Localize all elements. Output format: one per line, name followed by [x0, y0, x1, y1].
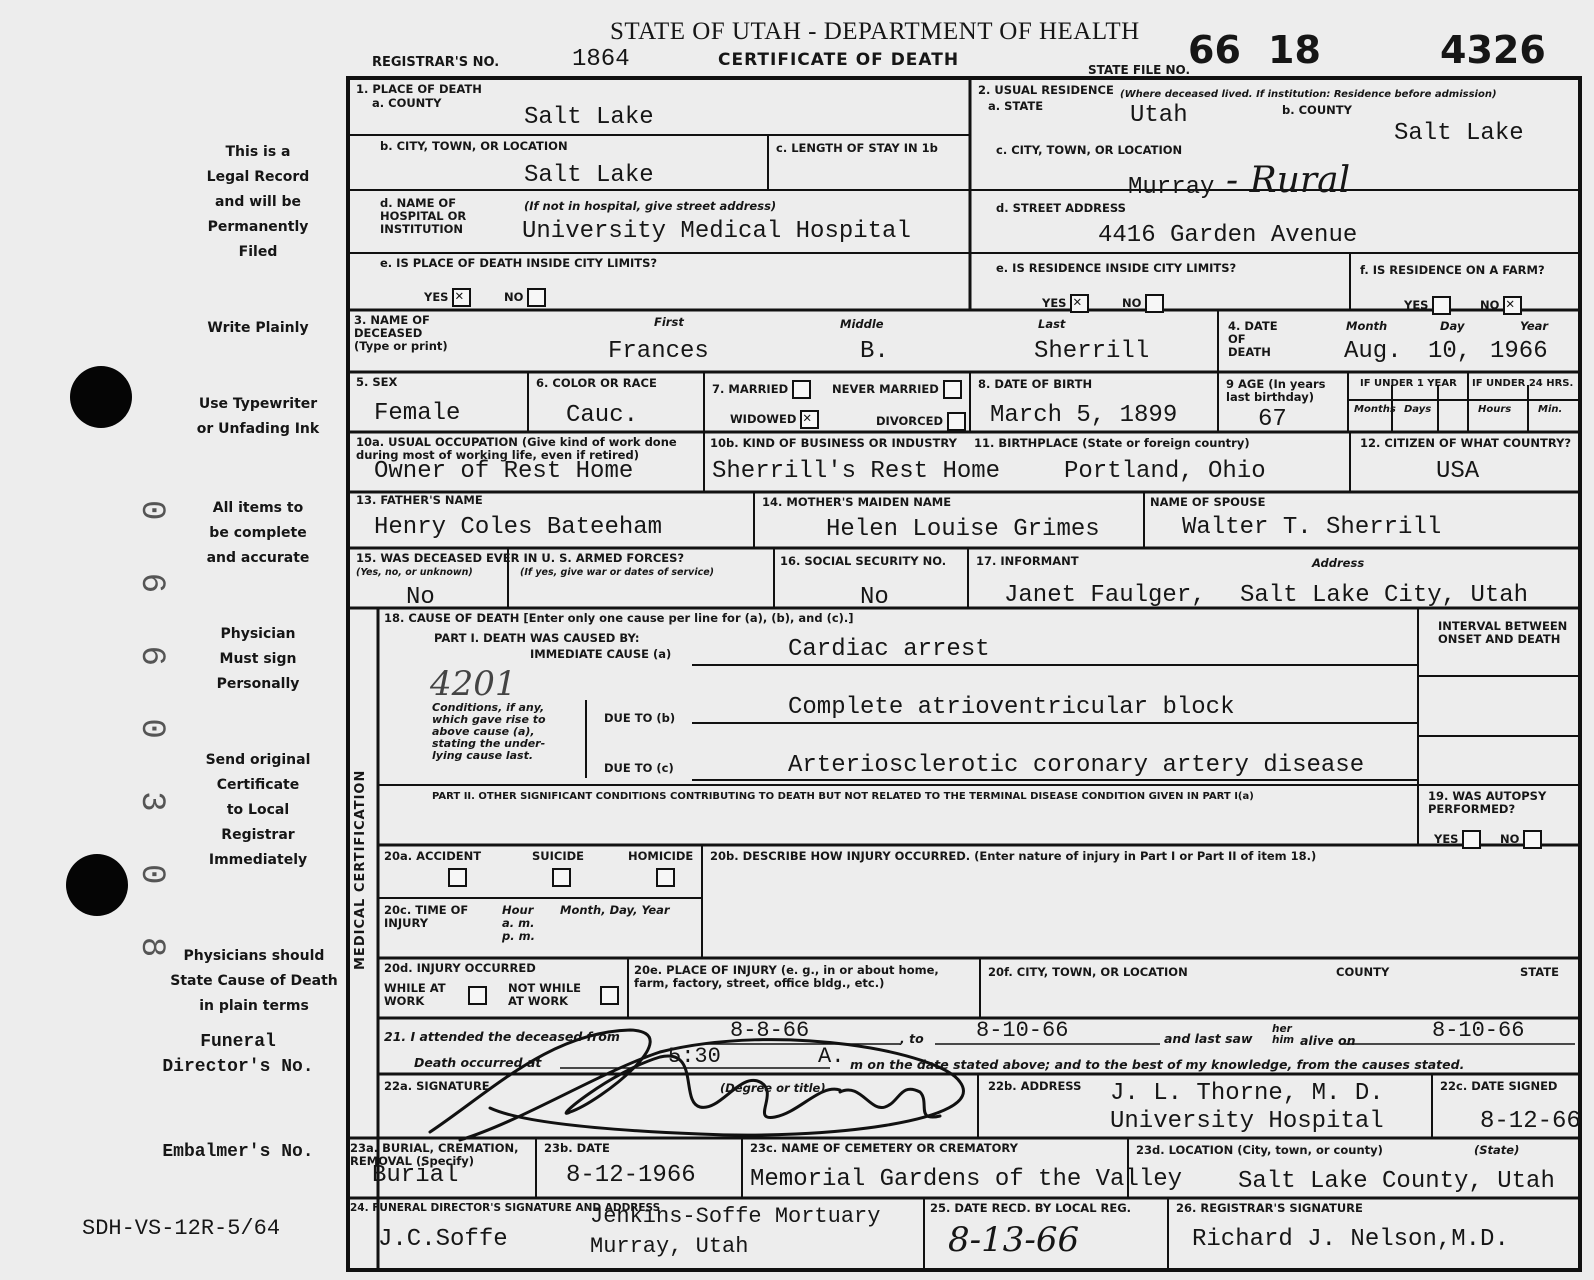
residence-inside-no — [1122, 294, 1164, 313]
date-received-value: 8-13-66 — [948, 1220, 1080, 1260]
informant-label: 17. INFORMANT — [976, 554, 1079, 568]
never-married-checkbox[interactable] — [943, 380, 962, 399]
married-checkbox[interactable] — [792, 380, 811, 399]
year-label: Year — [1520, 319, 1549, 333]
under-24-label: IF UNDER 24 HRS. — [1472, 378, 1574, 389]
county-label: a. COUNTY — [372, 96, 442, 110]
due-to-c-label: DUE TO (c) — [604, 761, 674, 775]
mortuary-value: Jenkins-Soffe Mortuary — [590, 1204, 881, 1229]
age-label: 9 AGE (In years last birthday) — [1226, 377, 1326, 404]
inside-city-no-checkbox[interactable] — [527, 288, 546, 307]
funeral-director-label: 24. FUNERAL DIRECTOR'S SIGNATURE AND ADDRESS — [350, 1202, 661, 1214]
attended-from-value: 8-8-66 — [730, 1018, 810, 1043]
inside-city-no-label: NO — [504, 290, 524, 304]
widowed-checkbox[interactable]: ✕ — [800, 410, 819, 429]
farm-no-label: NO — [1480, 298, 1500, 312]
widowed-option — [730, 410, 819, 429]
never-married-option — [832, 380, 962, 399]
suicide-label: SUICIDE — [532, 849, 585, 863]
injury-occurred-label: 20d. INJURY OCCURRED — [384, 961, 536, 975]
residence-city-value: Murray — [1128, 174, 1215, 201]
married-option — [712, 380, 811, 399]
autopsy-yes-label: YES — [1434, 832, 1459, 846]
cemetery-value: Memorial Gardens of the Valley — [750, 1166, 1183, 1193]
citizen-value: USA — [1436, 458, 1480, 485]
informant-value: Janet Faulger, — [1004, 582, 1206, 609]
divorced-option — [876, 412, 966, 431]
date-signed-label: 22c. DATE SIGNED — [1440, 1079, 1558, 1093]
business-label: 10b. KIND OF BUSINESS OR INDUSTRY — [710, 436, 957, 450]
write-plainly-note: Write Plainly — [207, 320, 309, 336]
farm-no — [1480, 296, 1522, 315]
informant-address-value: Salt Lake City, Utah — [1240, 582, 1529, 609]
cause-of-death-label: 18. CAUSE OF DEATH [Enter only one cause per line for (a), (b), and (c).] — [384, 611, 854, 625]
farm-no-checkbox[interactable]: ✕ — [1503, 296, 1522, 315]
her-him-label: her him — [1272, 1023, 1295, 1046]
homicide-checkbox[interactable] — [656, 868, 675, 887]
autopsy-label: 19. WAS AUTOPSY PERFORMED? — [1428, 789, 1547, 816]
cause-code-handwritten: 4201 — [430, 664, 517, 704]
cause-c-value: Arteriosclerotic coronary artery disease — [788, 752, 1365, 779]
residence-inside-no-checkbox[interactable] — [1145, 294, 1164, 313]
citizen-label: 12. CITIZEN OF WHAT COUNTRY? — [1360, 436, 1572, 450]
mortuary-city-value: Murray, Utah — [590, 1234, 749, 1259]
inside-city-yes — [424, 288, 471, 307]
never-married-label: NEVER MARRIED — [832, 382, 939, 396]
date-of-birth-value: March 5, 1899 — [990, 402, 1178, 429]
cemetery-label: 23c. NAME OF CEMETERY OR CREMATORY — [750, 1141, 1018, 1155]
last-saw-label: and last saw — [1164, 1031, 1253, 1046]
injury-state-label: STATE — [1520, 965, 1559, 979]
degree-label: (Degree or title) — [720, 1081, 826, 1095]
birthplace-value: Portland, Ohio — [1064, 458, 1266, 485]
state-file-number: 4326 — [1440, 28, 1546, 72]
residence-inside-yes-label: YES — [1042, 296, 1067, 310]
hour-label: Hour a. m. p. m. — [502, 903, 535, 943]
suicide-checkbox[interactable] — [552, 868, 571, 887]
race-value: Cauc. — [566, 402, 639, 429]
race-label: 6. COLOR OR RACE — [536, 376, 657, 390]
last-label: Last — [1038, 317, 1066, 331]
min-label: Min. — [1538, 404, 1563, 415]
farm-yes-label: YES — [1404, 298, 1429, 312]
last-name-value: Sherrill — [1034, 338, 1150, 365]
occupation-label: 10a. USUAL OCCUPATION (Give kind of work done during most of working life, even if retired) — [356, 435, 677, 462]
residence-state-label: a. STATE — [988, 99, 1044, 113]
middle-name-value: B. — [860, 338, 889, 365]
divorced-label: DIVORCED — [876, 414, 943, 428]
hospital-hint: (If not in hospital, give street address) — [524, 199, 777, 213]
embalmer-no-label: Embalmer's No. — [162, 1142, 314, 1162]
hours-label: Hours — [1478, 404, 1512, 415]
spouse-value: Walter T. Sherrill — [1182, 514, 1442, 541]
under-1-year-label: IF UNDER 1 YEAR — [1360, 378, 1457, 389]
cause-a-value: Cardiac arrest — [788, 636, 990, 663]
accident-checkbox[interactable] — [448, 868, 467, 887]
business-value: Sherrill's Rest Home — [712, 458, 1001, 485]
days-label: Days — [1404, 404, 1432, 415]
residence-state-value: Utah — [1130, 102, 1188, 129]
married-label: 7. MARRIED — [712, 382, 789, 396]
legal-record-note: This is a Legal Record and will be Permanently Filed — [206, 144, 310, 260]
burial-value: Burial — [372, 1162, 459, 1189]
not-while-at-work-label: NOT WHILE AT WORK — [508, 981, 582, 1008]
location-value: Salt Lake County, Utah — [1238, 1168, 1555, 1195]
registrar-no-label: REGISTRAR'S NO. — [372, 55, 500, 70]
residence-county-value: Salt Lake — [1394, 120, 1524, 147]
occupation-value: Owner of Rest Home — [374, 458, 634, 485]
am-value: A. — [818, 1044, 845, 1069]
state-file-label: STATE FILE NO. — [1088, 63, 1191, 77]
armed-forces-label: 15. WAS DECEASED EVER IN U. S. ARMED FORCES? — [356, 551, 685, 565]
sex-value: Female — [374, 400, 461, 427]
typewriter-note: Use Typewriter or Unfading Ink — [196, 396, 320, 437]
date-signed-value: 8-12-66 — [1480, 1108, 1581, 1135]
inside-city-yes-label: YES — [424, 290, 449, 304]
send-original-note: Send original Certificate to Local Registrar Immediately — [205, 752, 311, 868]
state-department-header: STATE OF UTAH - DEPARTMENT OF HEALTH — [610, 18, 1140, 45]
county-value: Salt Lake — [524, 104, 654, 131]
armed-forces-hint-2: (If yes, give war or dates of service) — [520, 567, 714, 578]
state-cause-note: Physicians should State Cause of Death in plain terms — [170, 948, 338, 1014]
registrar-signature-value: Richard J. Nelson,M.D. — [1192, 1226, 1509, 1253]
stated-label: m on the date stated above; and to the best of my knowledge, from the causes stated. — [850, 1057, 1465, 1072]
name-deceased-label: 3. NAME OF DECEASED (Type or print) — [354, 313, 448, 353]
death-month-value: Aug. — [1344, 338, 1402, 365]
last-seen-value: 8-10-66 — [1432, 1018, 1525, 1043]
first-label: First — [654, 315, 684, 329]
first-name-value: Frances — [608, 338, 709, 365]
inside-city-label: e. IS PLACE OF DEATH INSIDE CITY LIMITS? — [380, 256, 658, 270]
physician-note: Physician Must sign Personally — [216, 626, 300, 692]
accident-label: 20a. ACCIDENT — [384, 849, 482, 863]
divorced-checkbox[interactable] — [947, 412, 966, 431]
inside-city-no — [504, 288, 546, 307]
certificate-title: CERTIFICATE OF DEATH — [718, 50, 960, 70]
month-label: Month — [1346, 319, 1388, 333]
age-value: 67 — [1258, 406, 1287, 433]
autopsy-yes — [1434, 830, 1481, 849]
immediate-cause-label: IMMEDIATE CAUSE (a) — [530, 647, 672, 661]
while-at-work-label: WHILE AT WORK — [384, 981, 446, 1008]
date-of-death-label: 4. DATE OF DEATH — [1228, 319, 1278, 359]
signature-address-label: 22b. ADDRESS — [988, 1079, 1082, 1093]
date-received-label: 25. DATE RECD. BY LOCAL REG. — [930, 1201, 1132, 1215]
describe-injury-label: 20b. DESCRIBE HOW INJURY OCCURRED. (Enter nature of injury in Part I or Part II of item 18.) — [710, 849, 1317, 863]
residence-city-handwritten: - Rural — [1226, 160, 1351, 201]
ssn-label: 16. SOCIAL SECURITY NO. — [780, 554, 947, 568]
date-of-birth-label: 8. DATE OF BIRTH — [978, 377, 1093, 391]
location-state-label: (State) — [1474, 1143, 1520, 1157]
mother-value: Helen Louise Grimes — [826, 516, 1100, 543]
spouse-label: NAME OF SPOUSE — [1150, 495, 1266, 509]
length-of-stay-label: c. LENGTH OF STAY IN 1b — [776, 141, 938, 155]
armed-forces-value: No — [406, 584, 435, 611]
ssn-value: No — [860, 584, 889, 611]
death-day-value: 10, — [1428, 338, 1472, 365]
due-to-b-label: DUE TO (b) — [604, 711, 676, 725]
street-address-value: 4416 Garden Avenue — [1098, 222, 1358, 249]
place-of-death-label: 1. PLACE OF DEATH — [356, 82, 482, 96]
residence-inside-no-label: NO — [1122, 296, 1142, 310]
day-label: Day — [1440, 319, 1465, 333]
death-year-value: 1966 — [1490, 338, 1548, 365]
attended-to-value: 8-10-66 — [976, 1018, 1069, 1043]
funeral-director-no-label: Funeral Director's No. — [162, 1032, 314, 1077]
city-town-label: b. CITY, TOWN, OR LOCATION — [380, 139, 568, 153]
injury-city-label: 20f. CITY, TOWN, OR LOCATION — [988, 965, 1188, 979]
birthplace-label: 11. BIRTHPLACE (State or foreign country) — [974, 436, 1250, 450]
registrar-no-value: 1864 — [572, 46, 630, 73]
inside-city-yes-checkbox[interactable]: ✕ — [452, 288, 471, 307]
armed-forces-hint: (Yes, no, or unknown) — [356, 567, 473, 578]
residence-inside-city-label: e. IS RESIDENCE INSIDE CITY LIMITS? — [996, 261, 1237, 275]
all-items-note: All items to be complete and accurate — [206, 500, 310, 566]
months-label: Months — [1354, 404, 1396, 415]
not-while-at-work-checkbox[interactable] — [600, 986, 619, 1005]
residence-farm-label: f. IS RESIDENCE ON A FARM? — [1360, 263, 1545, 277]
autopsy-no-checkbox[interactable] — [1523, 830, 1542, 849]
month-day-year-label: Month, Day, Year — [560, 903, 670, 917]
father-value: Henry Coles Bateeham — [374, 514, 663, 541]
time-of-injury-label: 20c. TIME OF INJURY — [384, 903, 469, 930]
autopsy-yes-checkbox[interactable] — [1462, 830, 1481, 849]
widowed-label: WIDOWED — [730, 412, 797, 426]
farm-yes-checkbox[interactable] — [1432, 296, 1451, 315]
while-at-work-checkbox[interactable] — [468, 986, 487, 1005]
medical-certification-label: MEDICAL CERTIFICATION — [353, 769, 368, 970]
part2-label: PART II. OTHER SIGNIFICANT CONDITIONS CONTRIBUTING TO DEATH BUT NOT RELATED TO THE TERMINAL DISEASE CONDITION GIVEN IN PART I(a) — [432, 791, 1254, 802]
signature-label: 22a. SIGNATURE — [384, 1079, 490, 1093]
sex-label: 5. SEX — [356, 375, 398, 389]
mother-label: 14. MOTHER'S MAIDEN NAME — [762, 495, 952, 509]
middle-label: Middle — [840, 317, 884, 331]
autopsy-no-label: NO — [1500, 832, 1520, 846]
burial-label: 23a. BURIAL, CREMATION, REMOVAL (Specify) — [350, 1141, 519, 1168]
place-of-injury-label: 20e. PLACE OF INJURY (e. g., in or about home, farm, factory, street, office bldg., etc.) — [634, 963, 939, 990]
part1-label: PART I. DEATH WAS CAUSED BY: — [434, 631, 640, 645]
injury-county-label: COUNTY — [1336, 965, 1390, 979]
informant-address-label: Address — [1312, 556, 1365, 570]
state-file-prefix: 66 — [1188, 28, 1241, 72]
physician-name-value: J. L. Thorne, M. D. — [1110, 1080, 1384, 1107]
conditions-label: Conditions, if any, which gave rise to above cause (a), stating the under- lying cause last. — [432, 701, 546, 762]
interval-label: INTERVAL BETWEEN ONSET AND DEATH — [1438, 619, 1568, 646]
residence-county-label: b. COUNTY — [1282, 103, 1352, 117]
physician-address-value: University Hospital — [1110, 1108, 1384, 1135]
hospital-value: University Medical Hospital — [522, 218, 911, 245]
cause-b-value: Complete atrioventricular block — [788, 694, 1235, 721]
usual-residence-hint: (Where deceased lived. If institution: Residence before admission) — [1120, 89, 1497, 100]
residence-city-label: c. CITY, TOWN, OR LOCATION — [996, 143, 1183, 157]
funeral-director-value: J.C.Soffe — [378, 1226, 508, 1253]
burial-date-label: 23b. DATE — [544, 1141, 610, 1155]
burial-date-value: 8-12-1966 — [566, 1162, 696, 1189]
residence-inside-yes-checkbox[interactable]: ✕ — [1070, 294, 1089, 313]
to-label: , to — [900, 1031, 924, 1046]
residence-inside-yes — [1042, 294, 1089, 313]
state-file-mid: 18 — [1268, 28, 1321, 72]
attended-label: 21. I attended the deceased from — [384, 1029, 620, 1044]
father-label: 13. FATHER'S NAME — [356, 493, 483, 507]
death-occurred-label: Death occurred at — [414, 1055, 542, 1070]
vertical-serial-number: 0 6 6 0 3 0 8 — [132, 500, 170, 974]
usual-residence-label: 2. USUAL RESIDENCE — [978, 83, 1114, 97]
death-time-value: 5:30 — [668, 1044, 721, 1069]
location-label: 23d. LOCATION (City, town, or county) — [1136, 1143, 1383, 1157]
farm-yes — [1404, 296, 1451, 315]
city-value: Salt Lake — [524, 162, 654, 189]
registrar-signature-label: 26. REGISTRAR'S SIGNATURE — [1176, 1201, 1363, 1215]
alive-on-label: alive on — [1300, 1033, 1356, 1048]
hospital-label: d. NAME OF HOSPITAL OR INSTITUTION — [380, 196, 467, 236]
form-code: SDH-VS-12R-5/64 — [82, 1216, 281, 1241]
homicide-label: HOMICIDE — [628, 849, 694, 863]
street-address-label: d. STREET ADDRESS — [996, 201, 1126, 215]
autopsy-no — [1500, 830, 1542, 849]
